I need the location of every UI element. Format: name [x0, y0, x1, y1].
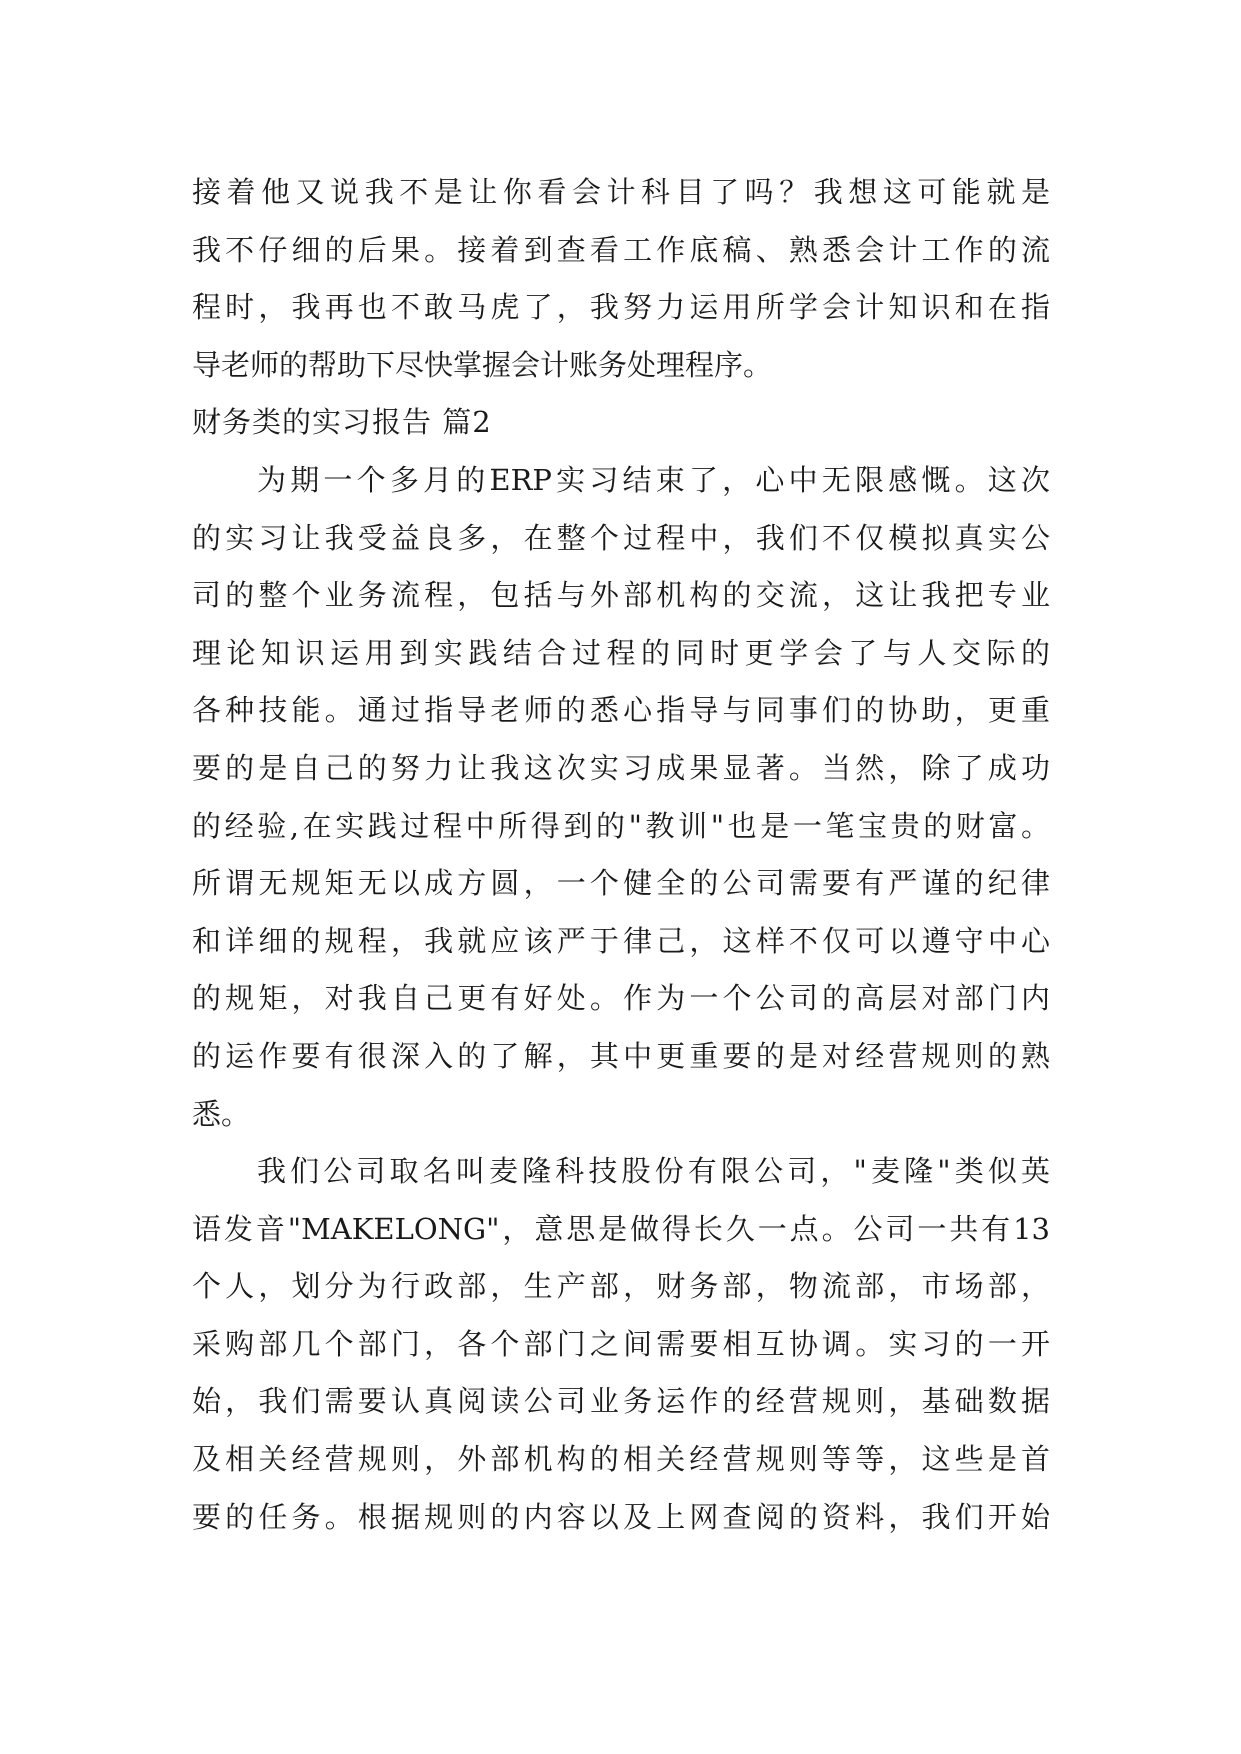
paragraph-line: 为期一个多月的ERP实习结束了，心中无限感慨。这次: [257, 462, 1050, 497]
paragraph-line: 所谓无规矩无以成方圆，一个健全的公司需要有严谨的纪律: [192, 866, 1050, 901]
paragraph-line: 的经验,在实践过程中所得到的"教训"也是一笔宝贵的财富。: [192, 808, 1050, 843]
paragraph-line: 的实习让我受益良多，在整个过程中，我们不仅模拟真实公: [192, 520, 1050, 555]
paragraph-line: 个人，划分为行政部，生产部，财务部，物流部，市场部，: [192, 1269, 1050, 1304]
paragraph-line: 理论知识运用到实践结合过程的同时更学会了与人交际的: [192, 635, 1050, 670]
paragraph-line: 程时，我再也不敢马虎了，我努力运用所学会计知识和在指: [192, 290, 1050, 325]
paragraph-line: 和详细的规程，我就应该严于律己，这样不仅可以遵守中心: [192, 923, 1050, 958]
page-body: [192, 164, 1050, 1546]
paragraph-line: 要的任务。根据规则的内容以及上网查阅的资料，我们开始: [192, 1499, 1050, 1534]
paragraph-line: 接着他又说我不是让你看会计科目了吗？我想这可能就是: [192, 175, 1050, 209]
paragraph-line: 我们公司取名叫麦隆科技股份有限公司，"麦隆"类似英: [257, 1154, 1050, 1189]
paragraph-line: 的运作要有很深入的了解，其中更重要的是对经营规则的熟: [192, 1038, 1050, 1073]
paragraph-line: 的规矩，对我自己更有好处。作为一个公司的高层对部门内: [192, 981, 1050, 1016]
paragraph-line: 始，我们需要认真阅读公司业务运作的经营规则，基础数据: [192, 1384, 1050, 1419]
paragraph-line: 要的是自己的努力让我这次实习成果显著。当然，除了成功: [192, 750, 1050, 785]
paragraph-line: 司的整个业务流程，包括与外部机构的交流，这让我把专业: [192, 578, 1050, 613]
paragraph-line: 各种技能。通过指导老师的悉心指导与同事们的协助，更重: [192, 693, 1050, 728]
section-heading: 财务类的实习报告 篇2: [192, 405, 492, 440]
paragraph-line: 及相关经营规则，外部机构的相关经营规则等等，这些是首: [192, 1442, 1050, 1477]
paragraph-line: 我不仔细的后果。接着到查看工作底稿、熟悉会计工作的流: [192, 232, 1050, 267]
paragraph-line: 采购部几个部门，各个部门之间需要相互协调。实习的一开: [192, 1326, 1050, 1361]
paragraph-line: 语发音"MAKELONG"，意思是做得长久一点。公司一共有13: [192, 1211, 1050, 1246]
paragraph-line: 导老师的帮助下尽快掌握会计账务处理程序。: [192, 347, 773, 382]
paragraph-line: 悉。: [192, 1096, 251, 1131]
